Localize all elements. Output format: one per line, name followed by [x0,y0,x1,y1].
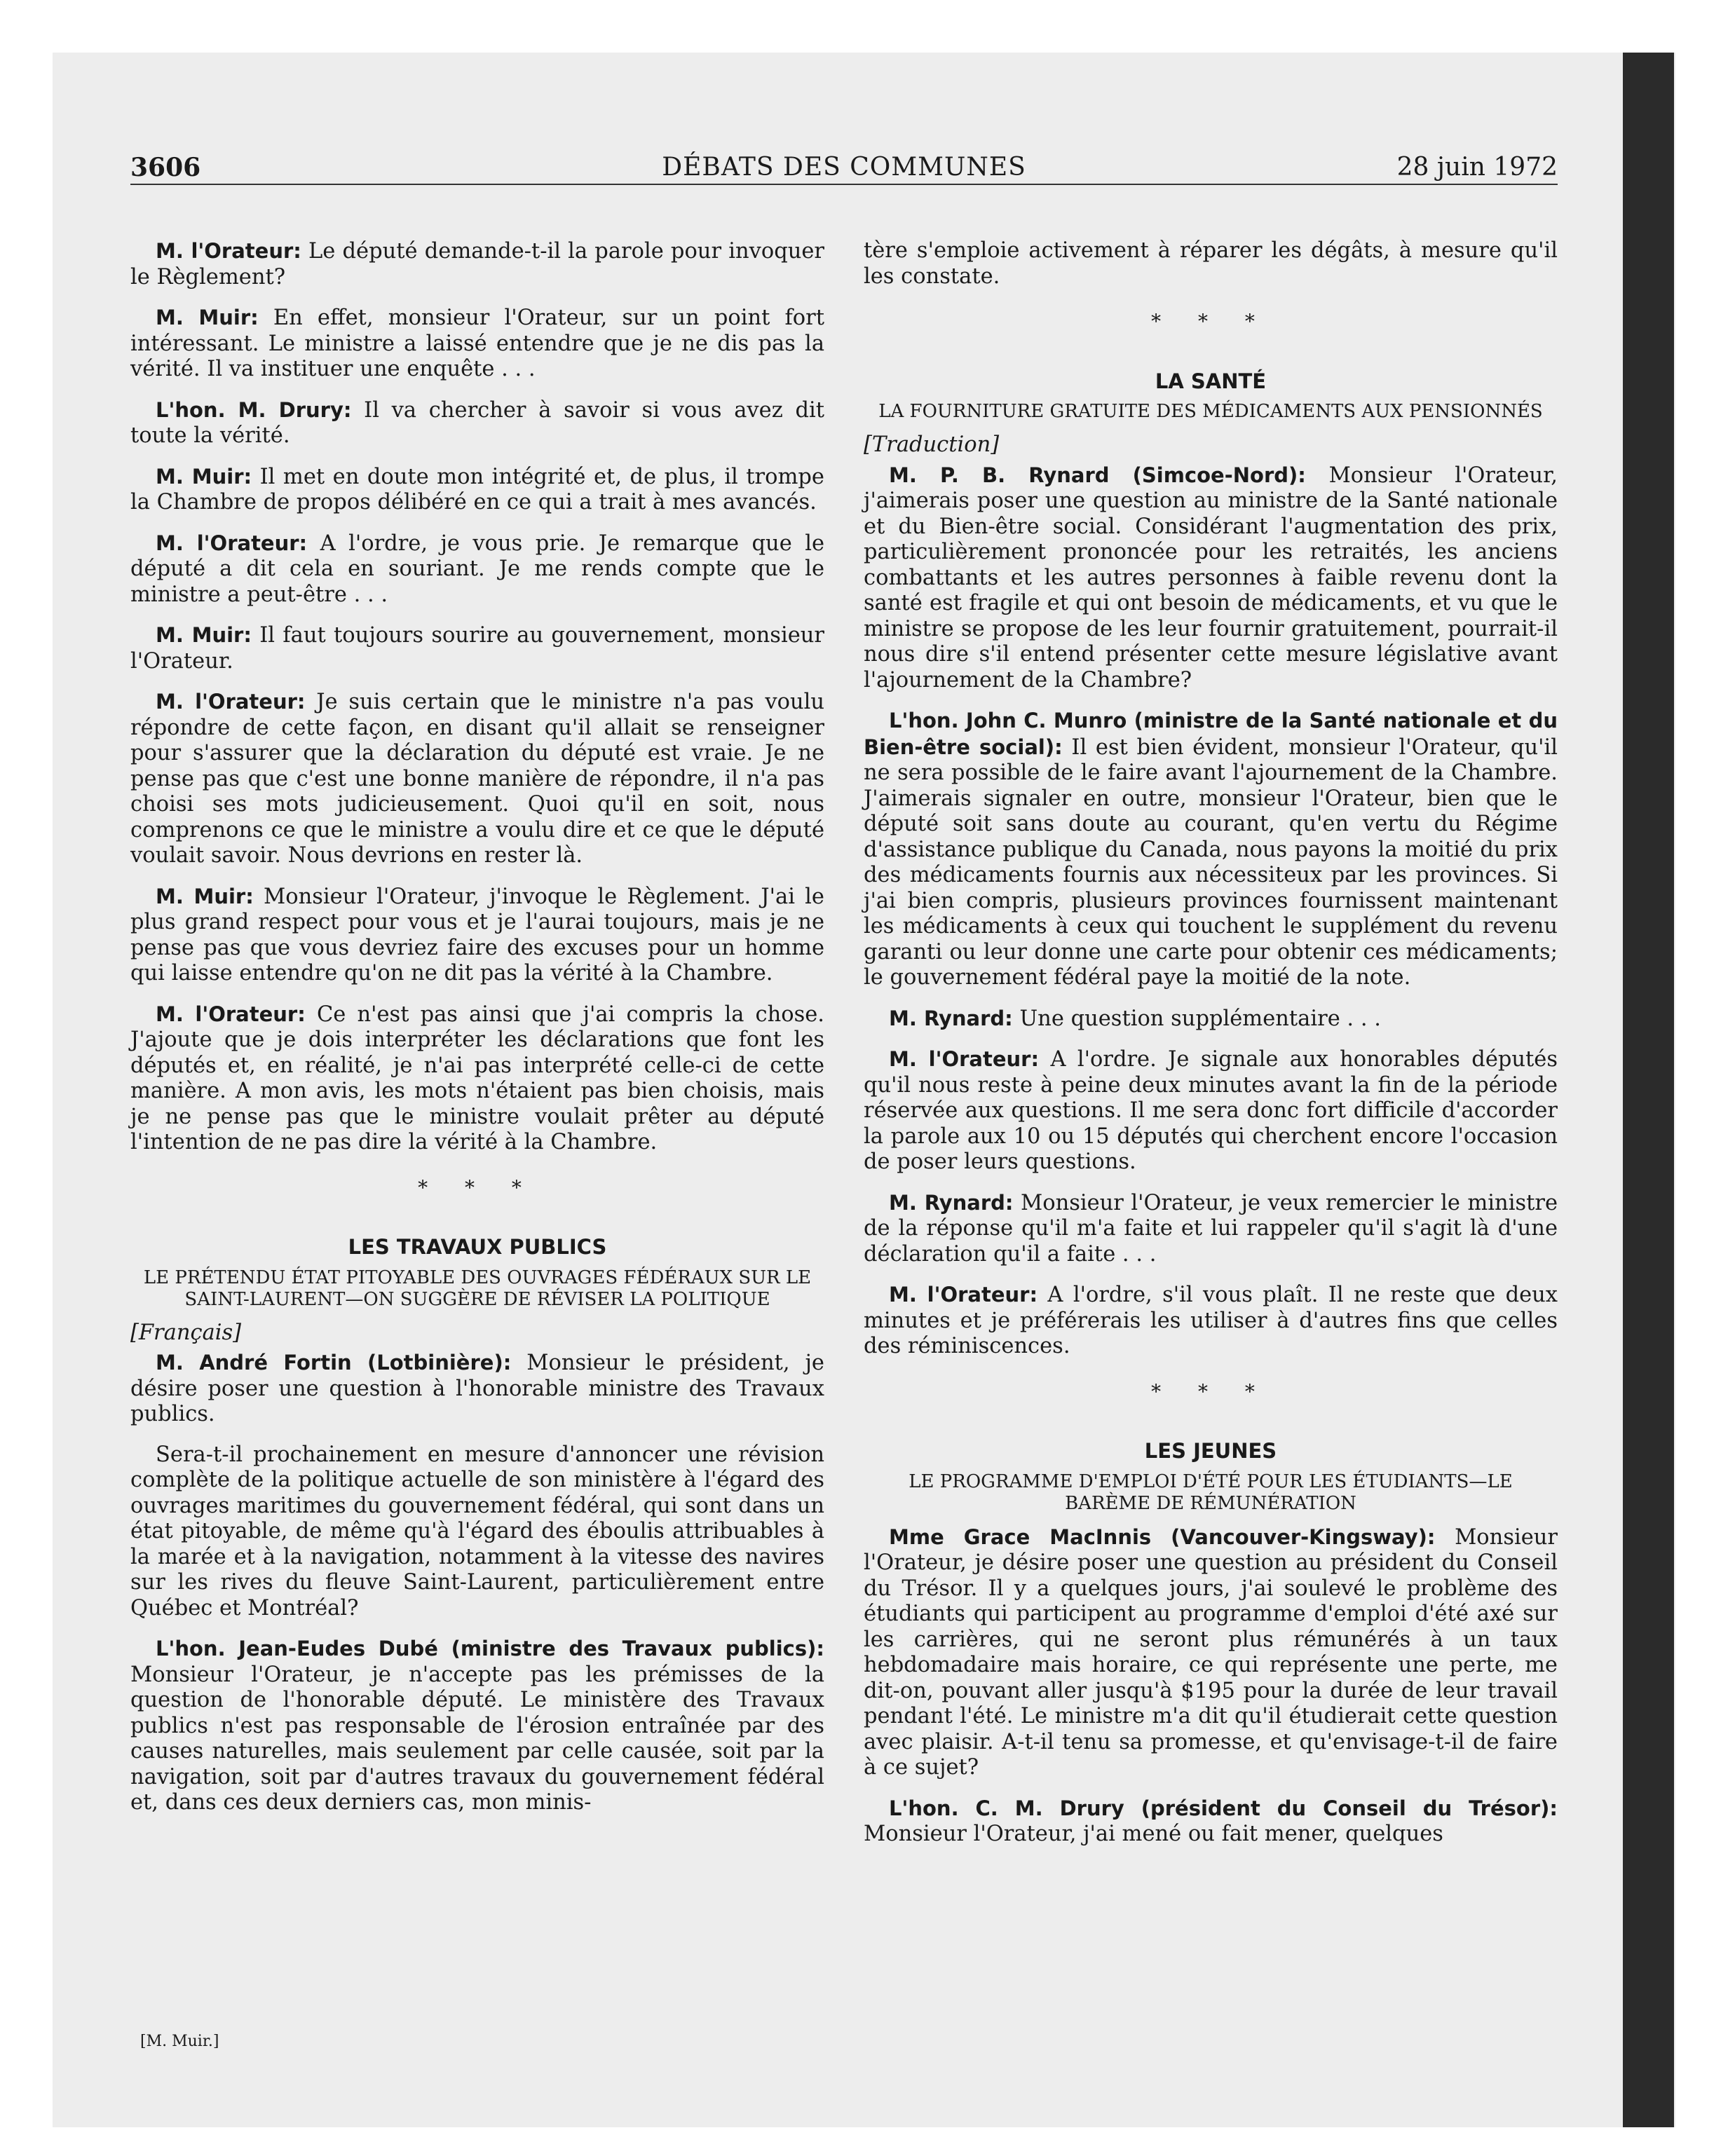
speech-text: A l'ordre, je vous prie. Je remarque que le député a dit cela en souriant. Je me rends compte que le ministre a peut-être . . . [130,531,825,607]
speaker-name: M. Rynard: [889,1190,1014,1215]
speech-paragraph [130,622,824,674]
scan-edge-shadow [1623,53,1674,2127]
speech-paragraph [864,1282,1558,1360]
speaker-name: M. l'Orateur: [156,239,301,263]
speech-paragraph [864,463,1558,694]
speaker-name: L'hon. M. Drury: [156,397,352,422]
speech-text: Monsieur l'Orateur, j'invoque le Règlement. J'ai le plus grand respect pour vous et je l'aurai toujours, mais je ne pense pas que vous devriez faire des excuses pour un homme qui laisse entendre qu'on ne dit pas la vérité à la Chambre. [130,884,824,985]
speech-paragraph [864,1046,1558,1175]
header-rule [130,184,1558,185]
section-subtitle: LE PROGRAMME D'EMPLOI D'ÉTÉ POUR LES ÉTUDIANTS—LE BARÈME DE RÉMUNÉRATION [909,1471,1513,1514]
speaker-name: M. Rynard: [889,1006,1013,1030]
publication-title: DÉBATS DES COMMUNES [662,153,1026,182]
speaker-name: L'hon. Jean-Eudes Dubé (ministre des Travaux publics): [156,1637,824,1660]
speech-paragraph [130,1636,824,1816]
language-note: [Français] [130,1320,242,1345]
speaker-name: M. P. B. Rynard (Simcoe-Nord): [889,463,1306,487]
speech-text: Le député demande-t-il la parole pour invoquer le Règlement? [130,239,824,289]
speech-paragraph [864,708,1558,991]
speech-text: A l'ordre, s'il vous plaît. Il ne reste que deux minutes et je préférerais les utiliser à d'autres fins que celles des réminiscences. [864,1283,1558,1358]
section-separator: * * * [1151,310,1270,333]
speech-paragraph [864,1796,1558,1848]
speech-text: Il faut toujours sourire au gouvernement, monsieur l'Orateur. [130,623,824,674]
speech-text: Ce n'est pas ainsi que j'ai compris la chose. J'ajoute que je dois interpréter les déclarations que font les députés et, en réalité, je n'ai pas interprété celle-ci de cette manière. A mon avis, les mots n'étaient pas bien choisis, mais je ne pense pas que le ministre voulait prêter au député l'intention de ne pas dire la vérité à la Chambre. [130,1002,824,1154]
section-separator: * * * [418,1175,537,1199]
section-separator: * * * [1151,1379,1270,1403]
section-title: LES TRAVAUX PUBLICS [348,1235,607,1259]
speech-paragraph [864,1190,1558,1268]
speech-paragraph [130,305,824,383]
speaker-name: M. Muir: [156,884,254,908]
speech-text: Monsieur l'Orateur, je veux remercier le ministre de la réponse qu'il m'a faite et lui rappeler qu'il s'agit là d'une déclaration qu'il a faite . . . [864,1190,1558,1267]
speech-text: Monsieur l'Orateur, j'ai mené ou fait mener, quelques [864,1822,1443,1846]
speech-text: tère s'emploie activement à réparer les dégâts, à mesure qu'il les constate. [864,238,1558,289]
speaker-name: M. l'Orateur: [889,1047,1040,1071]
speech-paragraph [130,1002,824,1156]
speaker-name: M. l'Orateur: [156,690,306,714]
speech-paragraph [130,531,824,608]
left-column [130,238,824,1831]
speech-text: Une question supplémentaire . . . [1012,1006,1381,1031]
speech-text: Il est bien évident, monsieur l'Orateur, qu'il ne sera possible de le faire avant l'ajournement de la Chambre. J'aimerais signaler en outre, monsieur l'Orateur, bien que le député soit sans doute au courant, qu'en vertu du Régime d'assistance publique du Canada, nous payons la moitié du prix des médicaments fournis aux nécessiteux par les provinces. Si j'ai bien compris, plusieurs provinces fournissent maintenant les médicaments à ceux qui touchent le supplément du revenu garanti ou leur donne une carte pour obtenir ces médicaments; le gouvernement fédéral paye la moitié de la note. [864,735,1558,990]
speech-text: Je suis certain que le ministre n'a pas voulu répondre de cette façon, en disant qu'il allait se renseigner pour s'assurer que la déclaration du député est vraie. Je ne pense pas que c'est une bonne manière de répondre, il n'a pas choisi ses mots judicieusement. Quoi qu'il en soit, nous comprenons ce que le ministre a voulu dire et ce que le député voulait savoir. Nous devrions en rester là. [130,690,825,868]
column-footnote: [M. Muir.] [140,2033,219,2050]
speaker-name: M. l'Orateur: [156,531,308,555]
speech-text: Il va chercher à savoir si vous avez dit toute la vérité. [130,397,824,448]
speech-paragraph [130,689,824,869]
section-subtitle: LA FOURNITURE GRATUITE DES MÉDICAMENTS AUX PENSIONNÉS [878,401,1543,422]
section-title: LES JEUNES [1144,1439,1277,1463]
speech-paragraph [864,238,1558,289]
speech-paragraph [130,397,824,449]
speech-paragraph [130,464,824,516]
speaker-name: M. Muir: [156,306,259,329]
speech-paragraph [864,1006,1558,1032]
speech-text: Sera-t-il prochainement en mesure d'annoncer une révision complète de la politique actuelle de son ministère à l'égard des ouvrages maritimes du gouvernement fédéral, qui sont dans un état pitoyable, de même qu'à l'égard des éboulis attribuables à la marée et à la navigation, notamment à la vitesse des navires sur les rives du fleuve Saint-Laurent, particulièrement entre Québec et Montréal? [130,1442,824,1621]
speech-text: Monsieur l'Orateur, j'aimerais poser une question au ministre de la Santé nationale et du Bien-être social. Considérant l'augmentation des prix, particulièrement prononcée pour les retraités, les anciens combattants et les autres personnes à faible revenu dont la santé est fragile et qui ont besoin de médicaments, et vu que le ministre se propose de les leur fournir gratuitement, pourrait-il nous dire s'il entend présenter cette mesure législative avant l'ajournement de la Chambre? [864,463,1558,692]
page-number: 3606 [130,153,201,182]
section-title: LA SANTÉ [1155,369,1267,393]
speech-text: Il met en doute mon intégrité et, de plus, il trompe la Chambre de propos délibéré en ce qui a trait à mes avancés. [130,464,824,514]
right-column [864,238,1558,1862]
language-note: [Traduction] [864,432,1000,457]
speech-text: En effet, monsieur l'Orateur, sur un point fort intéressant. Le ministre a laissé entendre que je ne dis pas la vérité. Il va instituer une enquête . . . [130,306,824,381]
speaker-name: M. André Fortin (Lotbinière): [156,1351,512,1374]
speaker-name: M. Muir: [156,464,252,489]
speech-text: Monsieur l'Orateur, je désire poser une question au président du Conseil du Trésor. Il y a quelques jours, j'ai soulevé le problème des étudiants qui participent au programme d'emploi d'été axé sur les carrières, qui ne seront plus rémunérés à un taux hebdomadaire mais horaire, ce qui représente une perte, me dit-on, pouvant aller jusqu'à $195 pour la durée de leur travail pendant l'été. Le ministre m'a dit qu'il étudierait cette question avec plaisir. A-t-il tenu sa promesse, et qu'envisage-t-il de faire à ce sujet? [864,1524,1558,1780]
speaker-name: Mme Grace MacInnis (Vancouver-Kingsway): [889,1524,1436,1549]
speaker-name: M. Muir: [156,623,252,647]
publication-date: 28 juin 1972 [1396,153,1558,182]
speaker-name: M. l'Orateur: [889,1283,1038,1306]
speech-text: Monsieur l'Orateur, je n'accepte pas les prémisses de la question de l'honorable député. Le ministère des Travaux publics n'est pas responsable de l'érosion entraînée par des causes naturelles, mais seulement par celle causée, soit par la navigation, soit par d'autres travaux du gouvernement fédéral et, dans ces deux derniers cas, mon minis- [130,1662,824,1815]
page-header [130,153,1558,188]
speaker-name: L'hon. C. M. Drury (président du Conseil du Trésor): [889,1796,1558,1820]
speech-text: Monsieur le président, je désire poser une question à l'honorable ministre des Travaux publics. [130,1351,824,1426]
speaker-name: L'hon. John C. Munro (ministre de la Santé nationale et du Bien-être social): [864,709,1558,759]
speech-paragraph [130,1350,824,1428]
speech-paragraph [130,1442,824,1622]
speaker-name: M. l'Orateur: [156,1002,306,1026]
speech-paragraph [130,238,824,290]
speech-paragraph [130,884,824,987]
speech-text: A l'ordre. Je signale aux honorables députés qu'il nous reste à peine deux minutes avant la fin de la période réservée aux questions. Il me sera donc fort difficile d'accorder la parole aux 10 ou 15 députés qui cherchent encore l'occasion de poser leurs questions. [864,1047,1558,1174]
section-subtitle: LE PRÉTENDU ÉTAT PITOYABLE DES OUVRAGES FÉDÉRAUX SUR LE SAINT-LAURENT—ON SUGGÈRE DE RÉVISER LA POLITIQUE [143,1267,812,1310]
speech-paragraph [864,1524,1558,1781]
